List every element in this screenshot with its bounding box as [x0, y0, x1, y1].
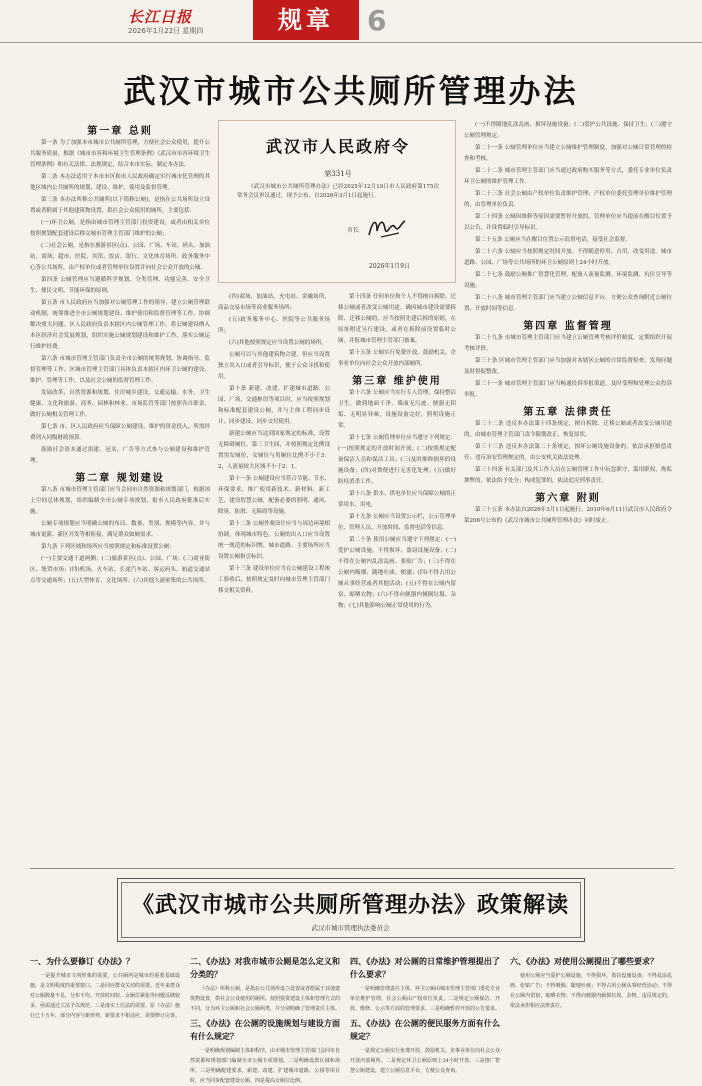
- article: (二)社会公厕，是指在旅游景区(点)、公园、广场、车站、码头、加油站、商场、超市、医院、宾馆、饭店、银行、文化体育场所、政务服务中心等公共场所，由产权单位或者管理单位设置并向社会公众开放的公厕。: [30, 243, 210, 271]
- page-number: 6: [367, 4, 387, 37]
- signer-label: 市长: [347, 227, 360, 234]
- article: 第十二条 公厕外观设计应当与周边环境相协调，体现城市特色。公厕的出入口应当设置统一规范的标识牌，城市道路、主要场所应当设置公厕指引标识。: [218, 521, 330, 560]
- chapter-heading: 第一章 总则: [87, 126, 153, 137]
- article: 第十六条 公厕应当实行专人管理，保持整洁卫生，做到地面干净、墙面无污迹、便器无积垢、无明显异味，设施设备完好，照明设施正常。: [338, 390, 456, 429]
- article: 第十九条 公厕应当设置公示栏，公示管理单位、管理人员、开放时间、监督电话等信息。: [338, 514, 456, 531]
- article: 第二十七条 鼓励公厕推广智慧化管理，配备人流量监测、环境监测、坑位引导等设施。: [464, 272, 672, 289]
- article: 第二条 本办法适用于本市市区和市人民政府确定实行城市化管理的其他区域内公共厕所的规划、建设、维护、使用及监督管理。: [30, 174, 210, 191]
- chapter-heading: 第五章 法律责任: [523, 407, 613, 418]
- government-notice: [218, 120, 456, 283]
- article: 第四条 公厕管理应当遵循科学规划、分类管理、功能完善、安全卫生、便民文明、节能环保的原则。: [30, 277, 210, 294]
- article: (一)主要交通干道两侧；(二)旅游景区(点)、公园、广场；(三)商业街区、集贸市场；(四)机场、火车站、长途汽车站、客运码头、轨道交通站点等交通场所；(五)大型体育、文化场所；(六)其他人流密集的公共场所。: [30, 556, 210, 584]
- article: 第二十九条 市城市管理主管部门应当建立公厕管理考核评价制度，定期组织开展考核评价。: [464, 335, 672, 352]
- answer: 一是规定公厕实行免费开放，鼓励机关、企事业单位向社会公众开放内部厕所。二是规定环卫公厕原则上24小时开放。三是推广智慧公厕建设，建立公厕信息平台，方便公众查询。: [350, 1048, 501, 1074]
- article: (五)政务服务中心、医院等公共服务场所；: [218, 317, 330, 334]
- answer: 使用公厕应当爱护公厕设施，不得损坏、盗窃设施设备；不得乱涂乱画、张贴广告；不得吸烟、随地吐痰；不得占用公厕从事经营活动；不得在公厕内留宿、晾晒衣物；不得向便器内倾倒垃圾、杂物。违反规定的，依法承担相应法律责任。: [510, 973, 672, 1009]
- main-headline: 武汉市城市公共厕所管理办法: [123, 72, 579, 110]
- article: 第二十二条 城市管理主管部门应当通过政府购买服务等方式，委托专业单位负责环卫公厕的维护管理工作。: [464, 168, 672, 185]
- article: 第三十二条 违反本办法第十四条规定，擅自拆除、迁移公厕或者改变公厕用途的，由城市管理主管部门责令限期改正，恢复原状。: [464, 421, 672, 438]
- column-2: [218, 292, 330, 860]
- header-rule: [0, 42, 702, 43]
- article: 第二十条 使用公厕应当遵守下列规定：(一)爱护公厕设施，不得损坏、盗窃设施设备；(二)不得在公厕内乱涂乱画、张贴广告；(三)不得在公厕内吸烟、随地吐痰、便溺；(四)不得占用公厕从事经营或者其他活动；(五)不得在公厕内留宿、晾晒衣物；(六)不得向便器内倾倒垃圾、杂物；(七)其他影响公厕正常使用的行为。: [338, 537, 456, 609]
- article: 第十五条 公厕实行免费开放。鼓励机关、企事业单位向社会公众开放内部厕所。: [338, 350, 456, 367]
- interpretation-author: 武汉市城市管理执法委员会: [311, 924, 390, 932]
- section-divider: [30, 868, 674, 869]
- article: (四)商场、加油站、充电站、金融场所、商品交易市场等商业服务场所；: [218, 294, 330, 311]
- notice-body: 《武汉市城市公共厕所管理办法》已经2025年12月19日市人民政府第175次常务会议审议通过，现予公布，自2026年3月1日起施行。: [237, 184, 439, 199]
- article: 第二十八条 城市管理主管部门应当建立公厕信息平台，方便公众查询附近公厕位置、开放时间等信息。: [464, 295, 672, 312]
- interp-column-2: [190, 952, 341, 1084]
- article: 第三条 本办法所称公共厕所(以下简称公厕)，是指在公共场所设立设置或者附属于其他建筑物设置，供社会公众使用的厕所。主要包括：: [30, 197, 210, 214]
- article: 新建公厕应当达到国家规定的标准，设置无障碍厕位、第三卫生间，并按照规定比例设置男女厕位，女厕位与男厕位比例不小于3：2，人流量较大区域不小于2：1。: [218, 431, 330, 470]
- question-heading: 二、《办法》对我市城市公厕是怎么定义和分类的？: [190, 957, 340, 979]
- article: 第十三条 建设单位应当在公厕建设工程竣工验收后，按照规定及时向城市管理主管部门移交相关资料。: [218, 566, 330, 594]
- article: 第五条 市人民政府应当加强对公厕管理工作的领导，建立公厕管理联动机制，统筹推进全市公厕规划建设、维护使用和监督管理等工作，协调解决重大问题。区人民政府负责本辖区内公厕管理工作，将公厕建设纳入本区经济社会发展规划，组织实施公厕规划建设和维护工作，落实公厕运行维护经费。: [30, 300, 210, 350]
- article: 发展改革、自然资源和规划、住房城乡建设、交通运输、水务、卫生健康、文化和旅游、商务、园林和林业、市场监管等部门按照各自职责，做好公厕相关管理工作。: [30, 390, 210, 418]
- article: 公厕专项规划应当明确公厕的布局、数量、类别、规模等内容，并与城市更新、新区开发等相衔接，满足群众如厕需求。: [30, 521, 210, 538]
- article: 第六条 市城市管理主管部门负责全市公厕的统筹规划、协调指导、监督管理等工作。区城市管理主管部门具体负责本辖区内环卫公厕的建设、维护、管理等工作，以及社会公厕的监督管理工作。: [30, 356, 210, 384]
- article: 第十一条 公厕建设应当符合节能、节水、环保要求，推广使用新技术、新材料、新工艺，建设智慧公厕，配备必要的照明、通风、除臭、防滑、无障碍等设施。: [218, 476, 330, 515]
- article: 第七条 市、区人民政府应当保障公厕建设、维护的资金投入，所需经费列入同级财政预算。: [30, 424, 210, 441]
- article: 第三十一条 城市管理主管部门应当畅通投诉举报渠道，及时受理和处理公众投诉举报。: [464, 381, 672, 398]
- article: (一)环卫公厕，是指由城市管理主管部门投资建设，或者由相关单位按照规划配套建设后移交城市管理主管部门维护的公厕；: [30, 220, 210, 237]
- chapter-heading: 第三章 维护使用: [352, 376, 442, 387]
- interpretation-title-box: [117, 878, 585, 942]
- article: 第三十四条 有关部门及其工作人员在公厕管理工作中玩忽职守、滥用职权、徇私舞弊的，依法给予处分；构成犯罪的，依法追究刑事责任。: [464, 467, 672, 484]
- article: 第十七条 公厕管理单位应当遵守下列规定：(一)按照规定的开放时间开放；(二)按照规定配备保洁人员和保洁工具；(三)及时维修损坏的设施设备；(四)对粪便进行无害化处理；(五)做好防疫消杀工作。: [338, 435, 456, 485]
- article: 第十八条 供水、供电单位应当保障公厕的正常用水、用电。: [338, 491, 456, 508]
- column-3: [338, 292, 456, 860]
- article: (一)不得随地乱涂乱画、损坏设施设备；(二)爱护公共设施、保持卫生；(三)遵守公厕管理规定。: [464, 122, 672, 139]
- article: 第十四条 任何单位和个人不得擅自拆除、迁移公厕或者改变公厕用途。确因城市建设需要拆除、迁移公厕的，应当按照先建后拆的原则，在原址附近另行建设，或者在拆除前设置临时公厕，并报城市管理主管部门备案。: [338, 294, 456, 344]
- article: 第三十条 区城市管理主管部门应当加强对本辖区公厕的日常监督检查，发现问题及时督促整改。: [464, 358, 672, 375]
- chapter-heading: 第四章 监督管理: [523, 321, 613, 332]
- masthead: [0, 0, 702, 40]
- article: 第九条 下列区域和场所应当按照规定和标准设置公厕：: [41, 544, 175, 550]
- issue-date: 2026年1月22日 星期四: [128, 27, 204, 35]
- article: 公厕可以与其他建筑物合建，但应当设置独立出入口或者引导标识，便于公众寻找和使用。: [218, 352, 330, 380]
- answer: 一是明确管理责任主体，环卫公厕由城市管理主管部门委托专业单位维护管理，社会公厕由产权单位负责。二是规定公厕保洁、开放、维修、公示等方面的管理要求。三是明确暂停开放的公告要求。: [350, 986, 501, 1012]
- article: 第二十六条 公厕应当按照规定时间开放。不得随意停用、占用、改变用途。城市道路、公园、广场等公共场所的环卫公厕原则上24小时开放。: [464, 249, 672, 266]
- column-1: [30, 120, 210, 860]
- article: 第十条 新建、改建、扩建城市道路、公园、广场、交通枢纽等项目时，应当按照规划和标准配套建设公厕，并与主体工程同步设计、同步建设、同步交付使用。: [218, 386, 330, 425]
- article: 第二十三条 社会公厕由产权单位负责维护管理；产权单位委托管理单位维护管理的，由管理单位负责。: [464, 191, 672, 208]
- interp-column-3: [350, 952, 501, 1074]
- answer: 一是提升城市文明形象的需要。公共厕所是城市的重要基础设施，是文明程度的重要窗口。二是回应群众关切的需要。近年来群众对公厕数量不足、分布不均、开放时间短、女厕位紧张等问题反映较多，亟需通过立法予以规范。三是落实上位法的需要。原《办法》施行已十五年，部分内容与新形势、新要求不相适应，需要修订完善。: [30, 973, 181, 1019]
- article: 第八条 市城市管理主管部门应当会同市自然资源和规划部门，根据国土空间总体规划，组织编制全市公厕专项规划，报市人民政府批准后实施。: [30, 487, 210, 515]
- question-heading: 五、《办法》在公厕的便民服务方面有什么规定？: [350, 1019, 500, 1041]
- notice-date: 2026年1月9日: [369, 263, 410, 270]
- article: 第三十五条 本办法自2026年3月1日起施行。2010年6月11日武汉市人民政府令第206号公布的《武汉市城市公共厕所管理办法》同时废止。: [464, 507, 672, 524]
- mayor-signature: [365, 213, 409, 243]
- question-heading: 一、为什么要修订《办法》？: [30, 957, 134, 966]
- question-heading: 六、《办法》对使用公厕提出了哪些要求？: [510, 957, 658, 966]
- article: 第二十一条 公厕管理单位应当建立公厕维护管理制度，加强对公厕日常管理的检查和考核。: [464, 145, 672, 162]
- notice-number: 第331号: [324, 170, 352, 178]
- article: 第三十三条 违反本办法第二十条规定，损坏公厕设施设备的，依法承担赔偿责任；违反治安管理规定的，由公安机关依法处理。: [464, 444, 672, 461]
- section-tag: 规章: [253, 0, 359, 40]
- interpretation-title: 《武汉市城市公共厕所管理办法》政策解读: [131, 893, 569, 918]
- interp-column-4: [510, 952, 672, 1018]
- article: 鼓励社会资本通过捐建、冠名、广告等方式参与公厕建设和维护管理。: [30, 447, 210, 464]
- answer: 《办法》所称公厕，是指在公共场所设立设置或者附属于其他建筑物设置，供社会公众使用的厕所。按照投资建设主体和管理方式的不同，分为环卫公厕和社会公厕两类，并分别明确了管理责任主体。: [190, 986, 341, 1012]
- column-4: [464, 120, 672, 860]
- interp-column-1: [30, 952, 180, 1018]
- answer: 一是明确规划编制主体和程序，由市城市管理主管部门会同市自然资源和规划部门编制全市公厕专项规划。二是明确设置区域和场所。三是明确配建要求，新建、改建、扩建城市道路、公园等项目时，应当同步配套建设公厕。四是提高女厕位比例。: [190, 1048, 341, 1084]
- article: (六)其他按照规定应当设置公厕的场所。: [229, 340, 327, 346]
- newspaper-logo: 长江日报: [128, 8, 193, 26]
- chapter-heading: 第六章 附则: [535, 493, 601, 504]
- article: 第二十四条 公厕因维修等原因需要暂停开放的，管理单位应当提前在醒目位置予以公告，并设置临时引导标识。: [464, 214, 672, 231]
- question-heading: 四、《办法》对公厕的日常维护管理提出了什么要求？: [350, 957, 500, 979]
- question-heading: 三、《办法》在公厕的设施规划与建设方面有什么规定？: [190, 1019, 340, 1041]
- chapter-heading: 第二章 规划建设: [75, 473, 165, 484]
- article: 第一条 为了加强本市城市公共厕所管理，方便社会公众使用，提升公共服务质量，根据《城市市容和环境卫生管理条例》《武汉市市容环境卫生管理条例》和有关法律、法规规定，结合本市实际，制定本办法。: [30, 140, 210, 168]
- notice-title: 武汉市人民政府令: [265, 137, 410, 156]
- article: 第二十五条 公厕应当在醒目位置公示监督电话，接受社会监督。: [475, 237, 631, 243]
